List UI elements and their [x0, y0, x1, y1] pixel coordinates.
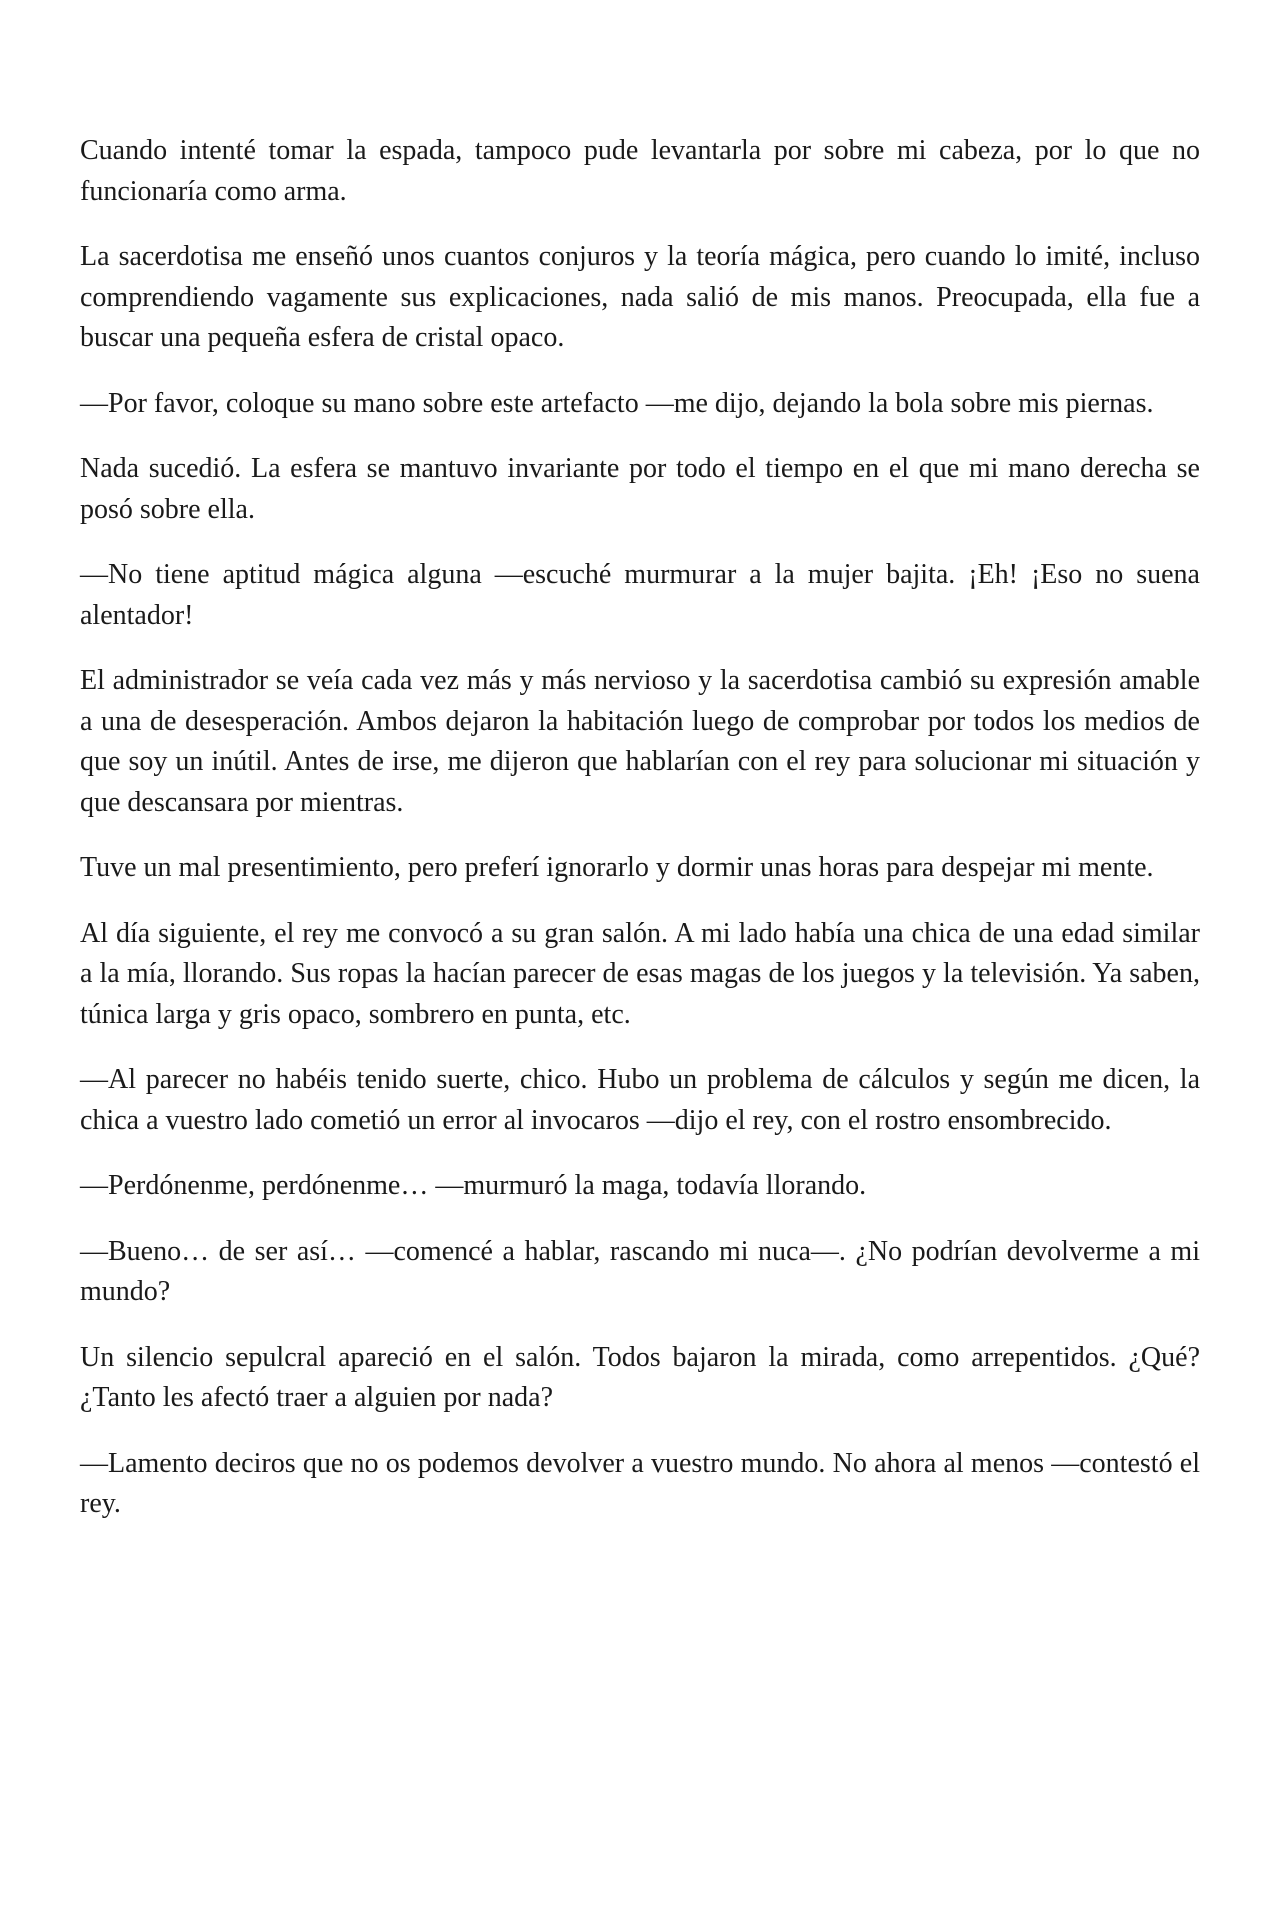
paragraph: —Bueno… de ser así… —comencé a hablar, rascando mi nuca—. ¿No podrían devolverme a mi mundo?	[80, 1235, 1200, 1307]
paragraph: Cuando intenté tomar la espada, tampoco pude levantarla por sobre mi cabeza, por lo que no funcionaría como arma.	[80, 135, 1200, 207]
paragraph: La sacerdotisa me enseñó unos cuantos conjuros y la teoría mágica, pero cuando lo imité, incluso comprendiendo vagamente sus explicaciones, nada salió de mis manos. Preocupada, ella fue a buscar una pequeña esfera de cristal opaco.	[80, 241, 1200, 353]
text-body	[80, 131, 1200, 1550]
paragraph: —Por favor, coloque su mano sobre este artefacto —me dijo, dejando la bola sobre mis piernas.	[80, 387, 1154, 419]
paragraph: —Perdónenme, perdónenme… —murmuró la maga, todavía llorando.	[80, 1170, 867, 1201]
paragraph: Nada sucedió. La esfera se mantuvo invariante por todo el tiempo en el que mi mano derecha se posó sobre ella.	[80, 453, 1200, 525]
paragraph: El administrador se veía cada vez más y más nervioso y la sacerdotisa cambió su expresión amable a una de desesperación. Ambos dejaron la habitación luego de comprobar por todos los medios de que soy un inútil. Antes de irse, me dijeron que hablarían con el rey para solucionar mi situación y que descansara por mientras.	[80, 665, 1200, 818]
paragraph: Al día siguiente, el rey me convocó a su gran salón. A mi lado había una chica de una edad similar a la mía, llorando. Sus ropas la hacían parecer de esas magas de los juegos y la televisión. Ya saben, túnica larga y gris opaco, sombrero en punta, etc.	[80, 917, 1200, 1030]
paragraph: —Lamento deciros que no os podemos devolver a vuestro mundo. No ahora al menos —contestó el rey.	[80, 1447, 1200, 1519]
paragraph: —Al parecer no habéis tenido suerte, chico. Hubo un problema de cálculos y según me dicen, la chica a vuestro lado cometió un error al invocaros —dijo el rey, con el rostro ensombrecido.	[80, 1064, 1200, 1136]
paragraph: Tuve un mal presentimiento, pero preferí ignorarlo y dormir unas horas para despejar mi mente.	[80, 852, 1154, 883]
paragraph: Un silencio sepulcral apareció en el salón. Todos bajaron la mirada, como arrepentidos. ¿Qué? ¿Tanto les afectó traer a alguien por nada?	[80, 1341, 1200, 1413]
paragraph: —No tiene aptitud mágica alguna —escuché murmurar a la mujer bajita. ¡Eh! ¡Eso no suena alentador!	[80, 559, 1200, 631]
